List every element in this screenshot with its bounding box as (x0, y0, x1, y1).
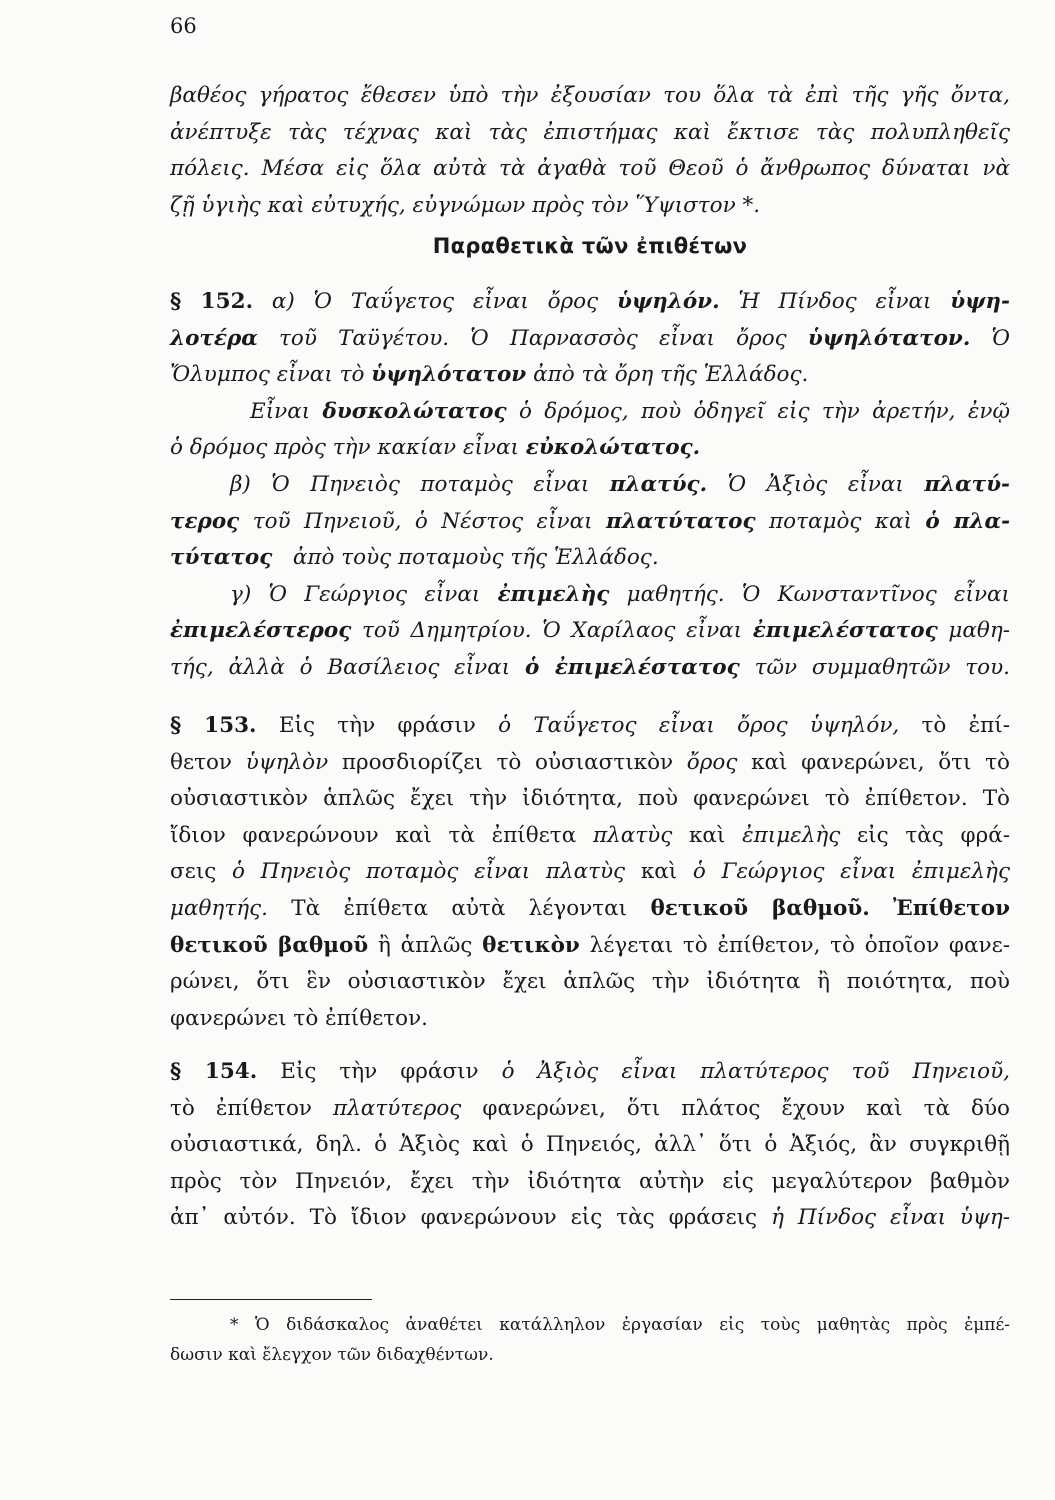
section-153 (170, 708, 1010, 1037)
text-line: ρώνει, ὅτι ἓν οὐσιαστικὸν ἔχει ἁπλῶς τὴν ἰδιότητα ἢ ποιότητα, ποὺ (170, 969, 1010, 995)
text-line: ἐπιμελέστερος τοῦ Δημητρίου. Ὁ Χαρίλαος εἶναι ἐπιμελέστατος μαθη- (170, 618, 1010, 644)
text-line: τὸ ἐπίθετον πλατύτερος φανερώνει, ὅτι πλάτος ἔχουν καὶ τὰ δύο (170, 1095, 1010, 1121)
footnote-divider (170, 1299, 372, 1300)
text-line: § 152. α) Ὁ Ταΰγετος εἶναι ὄρος ὑψηλόν. Ἡ Πίνδος εἶναι ὑψη- (170, 289, 1010, 314)
text-line: γ) Ὁ Γεώργιος εἶναι ἐπιμελὴς μαθητής. Ὁ Κωνσταντῖνος εἶναι (230, 581, 1010, 607)
text-line: β) Ὁ Πηνειὸς ποταμὸς εἶναι πλατύς. Ὁ Ἀξιὸς εἶναι πλατύ- (230, 471, 1010, 497)
text-line: § 154. Εἰς τὴν φράσιν ὁ Ἀξιὸς εἶναι πλατύτερος τοῦ Πηνειοῦ, (170, 1059, 1010, 1084)
footnote-line: δωσιν καὶ ἔλεγχον τῶν διδαχθέντων. (170, 1345, 494, 1365)
text-line: βαθέος γήρατος ἔθεσεν ὑπὸ τὴν ἐξουσίαν του ὅλα τὰ ἐπὶ τῆς γῆς ὄντα, (170, 83, 1010, 108)
text-line: ἴδιον φανερώνουν καὶ τὰ ἐπίθετα πλατὺς καὶ ἐπιμελὴς εἰς τὰς φρά- (170, 822, 1010, 848)
section-154 (170, 1054, 1010, 1237)
text-line: ἀπ᾽ αὐτόν. Τὸ ἴδιον φανερώνουν εἰς τὰς φράσεις ἡ Πίνδος εἶναι ὑψη- (170, 1205, 1011, 1231)
text-line: λοτέρα τοῦ Ταϋγέτου. Ὁ Παρνασσὸς εἶναι ὄρος ὑψηλότατον. Ὁ (170, 325, 1010, 351)
text-line: § 153. Εἰς τὴν φράσιν ὁ Ταΰγετος εἶναι ὄρος ὑψηλόν, τὸ ἐπί- (170, 713, 1010, 738)
text-line: τύτατος ἀπὸ τοὺς ποταμοὺς τῆς Ἑλλάδος. (170, 545, 659, 571)
text-line: ὁ δρόμος πρὸς τὴν κακίαν εἶναι εὐκολώτατος. (170, 435, 701, 461)
text-line: τερος τοῦ Πηνειοῦ, ὁ Νέστος εἶναι πλατύτατος ποταμὸς καὶ ὁ πλα- (170, 508, 1010, 534)
text-line: τής, ἀλλὰ ὁ Βασίλειος εἶναι ὁ ἐπιμελέστατος τῶν συμμαθητῶν του. (170, 654, 1010, 680)
page-number: 66 (170, 14, 197, 38)
section-number: § 153. (170, 713, 257, 738)
text-line: πρὸς τὸν Πηνειόν, ἔχει τὴν ἰδιότητα αὐτὴν εἰς μεγαλύτερον βαθμὸν (170, 1168, 1010, 1194)
footnote (170, 1310, 1010, 1370)
text-line: πόλεις. Μέσα εἰς ὅλα αὐτὰ τὰ ἀγαθὰ τοῦ Θεοῦ ὁ ἄνθρωπος δύναται νὰ (170, 156, 1010, 182)
text-line: σεις ὁ Πηνειὸς ποταμὸς εἶναι πλατὺς καὶ ὁ Γεώργιος εἶναι ἐπιμελὴς (170, 859, 1010, 885)
text-line: Ὄλυμπος εἶναι τὸ ὑψηλότατον ἀπὸ τὰ ὄρη τῆς Ἑλλάδος. (170, 362, 809, 388)
section-152 (170, 284, 1010, 687)
section-number: § 154. (170, 1059, 258, 1084)
text-line: θετικοῦ βαθμοῦ ἢ ἁπλῶς θετικὸν λέγεται τὸ ἐπίθετον, τὸ ὁποῖον φανε- (170, 932, 1010, 958)
text-line: ζῇ ὑγιὴς καὶ εὐτυχής, εὐγνώμων πρὸς τὸν Ὕψιστον *. (170, 192, 761, 218)
text-line: μαθητής. Τὰ ἐπίθετα αὐτὰ λέγονται θετικοῦ βαθμοῦ. Ἐπίθετον (170, 895, 1011, 921)
section-heading: Παραθετικὰ τῶν ἐπιθέτων (432, 234, 748, 258)
footnote-line: * Ὁ διδάσκαλος ἀναθέτει κατάλληλον ἐργασίαν εἰς τοὺς μαθητὰς πρὸς ἐμπέ- (230, 1315, 1010, 1335)
intro-paragraph (170, 78, 1010, 224)
text-line: Εἶναι δυσκολώτατος ὁ δρόμος, ποὺ ὁδηγεῖ εἰς τὴν ἀρετήν, ἐνῷ (250, 398, 1010, 424)
text-line: ἀνέπτυξε τὰς τέχνας καὶ τὰς ἐπιστήμας καὶ ἔκτισε τὰς πολυπληθεῖς (170, 119, 1010, 145)
text-line: οὐσιαστικά, δηλ. ὁ Ἀξιὸς καὶ ὁ Πηνειός, ἀλλ᾽ ὅτι ὁ Ἀξιός, ἂν συγκριθῇ (170, 1132, 1010, 1158)
text-line: θετον ὑψηλὸν προσδιορίζει τὸ οὐσιαστικὸν ὄρος καὶ φανερώνει, ὅτι τὸ (170, 749, 1011, 775)
text-line: οὐσιαστικὸν ἁπλῶς ἔχει τὴν ἰδιότητα, ποὺ φανερώνει τὸ ἐπίθετον. Τὸ (170, 786, 1010, 812)
text-line: φανερώνει τὸ ἐπίθετον. (170, 1005, 429, 1031)
section-number: § 152. (170, 289, 254, 314)
